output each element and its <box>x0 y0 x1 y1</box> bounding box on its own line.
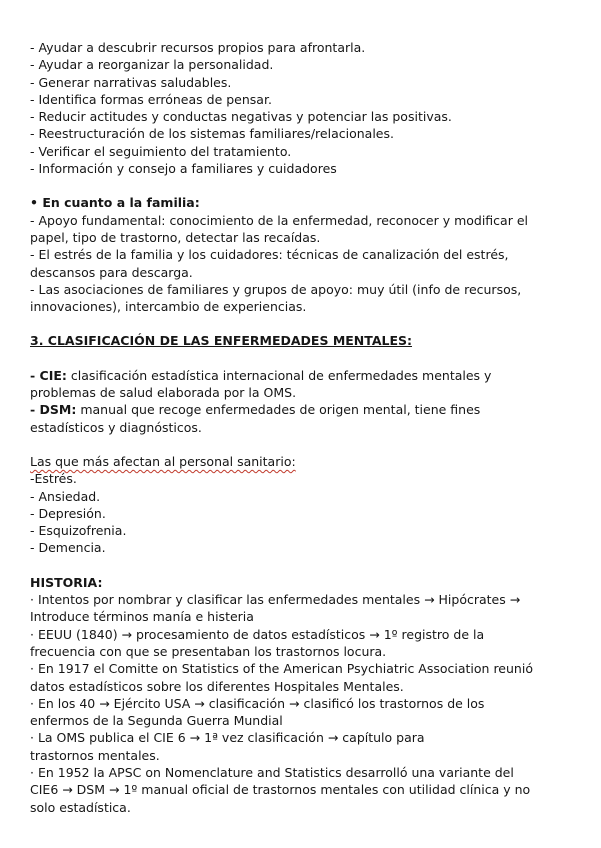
text-line: frecuencia con que se presentaban los trastornos locura. <box>30 643 387 659</box>
list-item: - Demencia. <box>30 540 106 556</box>
text-line: problemas de salud elaborada por la OMS. <box>30 385 297 401</box>
dsm-text: manual que recoge enfermedades de origen mental, tiene fines <box>76 402 481 418</box>
list-item: - Reducir actitudes y conductas negativas y potenciar las positivas. <box>30 109 452 125</box>
text-line: · Intentos por nombrar y clasificar las enfermedades mentales → Hipócrates → <box>30 592 521 608</box>
text-line: solo estadística. <box>30 799 131 815</box>
history-section <box>30 574 561 816</box>
text-line: datos estadísticos sobre los diferentes Hospitales Mentales. <box>30 678 404 694</box>
list-item: - Depresión. <box>30 505 106 521</box>
text-line: · En 1917 el Comitte on Statistics of the American Psychiatric Association reunió <box>30 661 533 677</box>
list-item: - Generar narrativas saludables. <box>30 74 232 90</box>
text-line: - Las asociaciones de familiares y grupos de apoyo: muy útil (info de recursos, <box>30 281 522 297</box>
cie-label: - CIE: <box>30 367 67 383</box>
list-item: -Estrés. <box>30 471 77 487</box>
text-line: · En los 40 → Ejército USA → clasificación → clasificó los trastornos de los <box>30 695 485 711</box>
text-line: - Apoyo fundamental: conocimiento de la enfermedad, reconocer y modificar el <box>30 212 528 228</box>
text-line: CIE6 → DSM → 1º manual oficial de trastornos mentales con utilidad clínica y no <box>30 782 531 798</box>
staff-section <box>30 453 561 557</box>
text-line: innovaciones), intercambio de experiencias. <box>30 299 307 315</box>
list-item: - Esquizofrenia. <box>30 523 127 539</box>
classification-section <box>30 332 561 435</box>
dsm-label: - DSM: <box>30 402 77 418</box>
history-title: HISTORIA: <box>30 574 103 590</box>
family-section <box>30 194 561 315</box>
text-line: enfermos de la Segunda Guerra Mundial <box>30 713 283 729</box>
text-line: · La OMS publica el CIE 6 → 1ª vez clasificación → capítulo para <box>30 730 425 746</box>
text-line: estadísticos y diagnósticos. <box>30 419 202 435</box>
list-item: - Reestructuración de los sistemas familiares/relacionales. <box>30 126 394 142</box>
cie-text: clasificación estadística internacional de enfermedades mentales y <box>66 367 492 383</box>
text-line: Introduce términos manía e histeria <box>30 609 254 625</box>
family-title: • En cuanto a la familia: <box>30 195 200 211</box>
dsm-definition <box>30 401 561 418</box>
cie-definition <box>30 367 561 384</box>
staff-title <box>30 453 561 470</box>
text-line: · En 1952 la APSC on Nomenclature and Statistics desarrolló una variante del <box>30 764 514 780</box>
list-item: - Información y consejo a familiares y cuidadores <box>30 161 337 177</box>
section-heading: 3. CLASIFICACIÓN DE LAS ENFERMEDADES MENTALES: <box>30 333 413 349</box>
intro-list <box>30 39 561 177</box>
list-item: - Verificar el seguimiento del tratamiento. <box>30 143 292 159</box>
staff-title-text: Las que más afectan al personal sanitario: <box>30 453 296 469</box>
text-line: papel, tipo de trastorno, detectar las recaídas. <box>30 229 321 245</box>
list-item: - Ayudar a descubrir recursos propios para afrontarla. <box>30 40 366 55</box>
list-item: - Ansiedad. <box>30 488 101 504</box>
list-item: - Identifica formas erróneas de pensar. <box>30 91 272 107</box>
text-line: · EEUU (1840) → procesamiento de datos estadísticos → 1º registro de la <box>30 626 485 642</box>
list-item: - Ayudar a reorganizar la personalidad. <box>30 57 274 73</box>
text-line: descansos para descarga. <box>30 264 193 280</box>
text-line: - El estrés de la familia y los cuidadores: técnicas de canalización del estrés, <box>30 247 509 263</box>
text-line: trastornos mentales. <box>30 747 160 763</box>
